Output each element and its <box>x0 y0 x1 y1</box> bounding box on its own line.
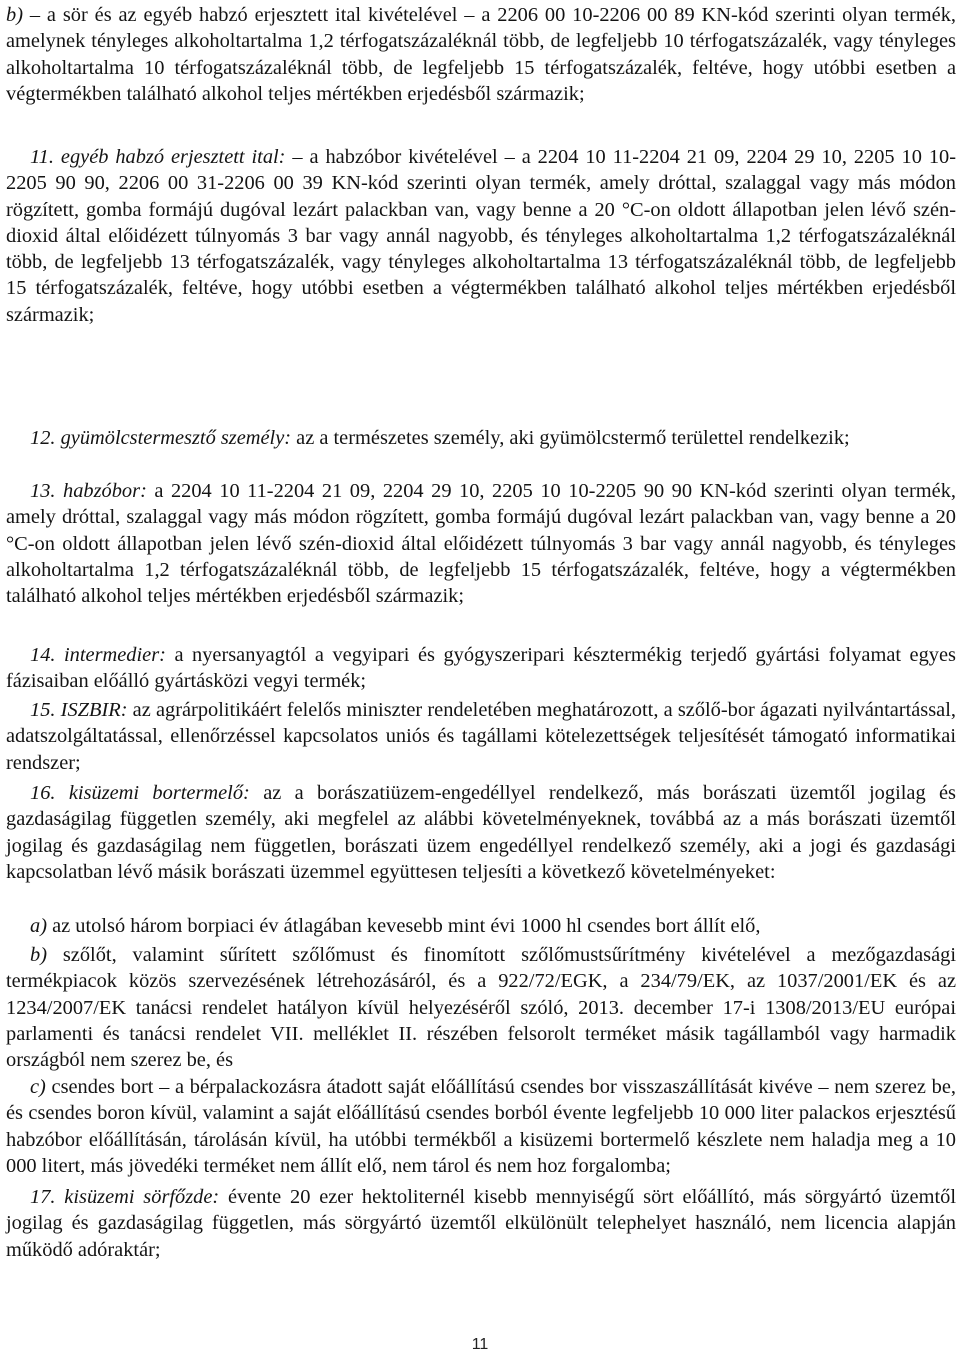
item-label-c: c) <box>30 1076 46 1098</box>
definition-13 <box>6 478 956 609</box>
definition-12 <box>6 425 956 451</box>
definition-16-item-b <box>6 942 956 1073</box>
definition-14-number: 14. <box>30 644 56 666</box>
definition-11-text: – a habzóbor kivételével – a 2204 10 11-2204 21 09, 2204 29 10, 2205 10 10-2205 90 90, 2206 00 31-2206 00 39 KN-kód szerinti olyan termék, amely dróttal, szalaggal vagy más módon rögzített, gomba formájú dugóval lezárt palackban van, vagy benne a 20 °C-on oldott állapotban jelen lévő szén-dioxid által előidézett túlnyomás 3 bar vagy annál nagyobb, és tényleges alkoholtartalma 1,2 térfogatszázaléknál több, de legfeljebb 13 térfogatszázalék, vagy tényleges alkoholtartalma 13 térfogatszázaléknál több, de legfeljebb 15 térfogatszázalék, feltéve, hogy utóbbi esetben a végtermékben található alkohol teljes mértékben erjedésből származik; <box>6 146 956 326</box>
definition-17 <box>6 1184 956 1263</box>
definition-12-text: az a természetes személy, aki gyümölcstermő területtel rendelkezik; <box>291 427 850 449</box>
item-label-b: b) <box>6 4 23 26</box>
definition-17-text: évente 20 ezer hektoliternél kisebb mennyiségű sört előállító, más sörgyártó üzemtől jogilag és gazdaságilag független, más sörgyártó üzemtől elkülönült telephelyet használó, nem licencia alapján működő adóraktár; <box>6 1186 956 1261</box>
definition-17-number: 17. <box>30 1186 56 1208</box>
definition-16 <box>6 780 956 885</box>
definition-16-item-a <box>6 913 956 939</box>
definition-16-number: 16. <box>30 782 56 804</box>
definition-15 <box>6 697 956 776</box>
definition-16-item-b-text: szőlőt, valamint sűrített szőlőmust és finomított szőlőmustsűrítmény kivételével a mezőgazdasági termékpiacok közös szervezésének létrehozásáról, és a 922/72/EGK, a 234/79/EK, az 1037/2001/EK és az 1234/2007/EK tanácsi rendelet hatályon kívül helyezéséről szóló, 2013. december 17-i 1308/2013/EU európai parlamenti és tanácsi rendelet VII. melléklet II. részében felsorolt terméket másik tagállamból vagy harmadik országból nem szerez be, és <box>6 944 956 1072</box>
definition-16-item-c <box>6 1074 956 1179</box>
definition-12-number: 12. <box>30 427 56 449</box>
definition-11-number: 11. <box>30 146 54 168</box>
definition-15-term: ISZBIR: <box>55 699 128 721</box>
definition-16-term: kisüzemi bortermelő: <box>55 782 250 804</box>
definition-16-text: az a borászatiüzem-engedéllyel rendelkező, más borászati üzemtől jogilag és gazdaságilag független személy, aki megfelel az alábbi követelményeknek, továbbá az a más borászati üzemtől jogilag és gazdaságilag nem független, borászati üzem engedéllyel rendelkező személy, aki a jogi és gazdasági kapcsolatban lévő másik borászati üzemmel együttesen teljesíti a következő követelményeket: <box>6 782 956 883</box>
definition-13-text: a 2204 10 11-2204 21 09, 2204 29 10, 2205 10 10-2205 90 90 KN-kód szerinti olyan termék, amely dróttal, szalaggal vagy más módon rögzített, gomba formájú dugóval lezárt palackban van, vagy benne a 20 °C-on oldott állapotban jelen lévő szén-dioxid által előidézett túlnyomás 3 bar vagy annál nagyobb, és tényleges alkoholtartalma 1,2 térfogatszázaléknál több, de legfeljebb 15 térfogatszázalék, feltéve, hogy a végtermékben található alkohol teljes mértékben erjedésből származik; <box>6 480 956 608</box>
definition-14 <box>6 642 956 695</box>
definition-15-text: az agrárpolitikáért felelős miniszter rendeletében meghatározott, a szőlő-bor ágazati nyilvántartással, adatszolgáltatással, ellenőrzéssel kapcsolatos uniós és tagállami kötelezettségek teljesítését támogató informatikai rendszer; <box>6 699 956 774</box>
definition-14-text: a nyersanyagtól a vegyipari és gyógyszeripari késztermékig terjedő gyártási folyamat egyes fázisaiban előálló gyártásközi vegyi termék; <box>6 644 956 693</box>
item-label-a: a) <box>30 915 47 937</box>
definition-14-term: intermedier: <box>55 644 166 666</box>
definition-12-term: gyümölcstermesztő személy: <box>55 427 292 449</box>
page-number: 11 <box>471 1336 489 1353</box>
definition-17-term: kisüzemi sörfőzde: <box>55 1186 220 1208</box>
definition-16-item-a-text: az utolsó három borpiaci év átlagában kevesebb mint évi 1000 hl csendes bort állít elő, <box>47 915 761 937</box>
definition-13-term: habzóbor: <box>55 480 147 502</box>
paragraph-b-text: – a sör és az egyéb habzó erjesztett ital kivételével – a 2206 00 10-2206 00 89 KN-kód szerinti olyan termék, amelynek tényleges alkoholtartalma 1,2 térfogatszázaléknál több, de legfeljebb 10 térfogatszázalék, vagy tényleges alkoholtartalma 10 térfogatszázaléknál több, de legfeljebb 15 térfogatszázalék, feltéve, hogy utóbbi esetben a végtermékben található alkohol teljes mértékben erjedésből származik; <box>6 4 956 105</box>
definition-13-number: 13. <box>30 480 56 502</box>
definition-11-term: egyéb habzó erjesztett ital: <box>53 146 286 168</box>
paragraph-b <box>6 2 956 107</box>
definition-16-item-c-text: csendes bort – a bérpalackozásra átadott saját előállítású csendes bor visszaszállítását kivéve – nem szerez be, és csendes boron kívül, valamint a saját előállítású csendes borból évente legfeljebb 10 000 liter palackos erjesztésű habzóbor előállításán, tárolásán kívül, ha utóbbi termékből a kisüzemi bortermelő készlete nem haladja meg a 10 000 litert, más jövedéki terméket nem állít elő, nem tárol és nem hoz forgalomba; <box>6 1076 956 1177</box>
item-label-b2: b) <box>30 944 47 966</box>
definition-11 <box>6 144 956 328</box>
definition-15-number: 15. <box>30 699 56 721</box>
